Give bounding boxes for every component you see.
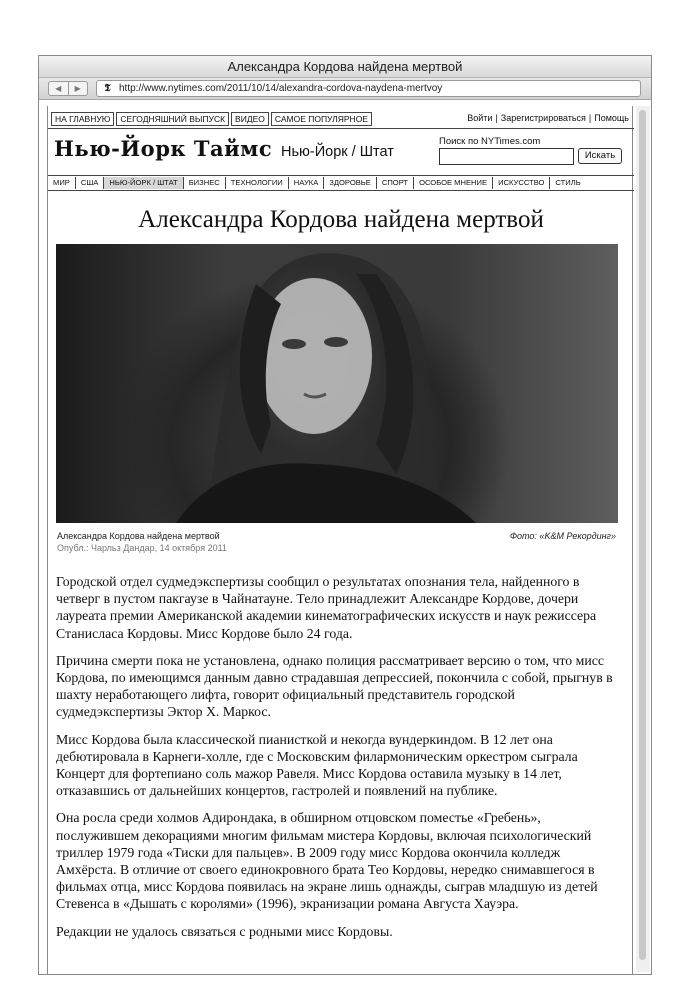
section-item-sports[interactable]: СПОРТ <box>377 177 414 189</box>
article-paragraph: Мисс Кордова была классической пианисткой и некогда вундеркиндом. В 12 лет она дебютировала в Карнеги-холле, где с Московским филармоническим оркестром сыграла Концерт для фортепиано соль мажор Равеля. Мисс Кордова оставила музыку в 14 лет, отказавшись от дальнейших концертов, гастролей и появлений на публике. <box>56 731 578 799</box>
article-paragraph: Причина смерти пока не установлена, однако полиция рассматривает версию о том, что мисс Кордова, по имеющимся данным давно страдавшая депрессией, покончила с собой, прыгнув в шахту неработающего лифта, говорит официальный представитель городской судмедэкспертизы Эктор Х. Маркос. <box>56 652 613 720</box>
divider <box>48 128 634 129</box>
url-text: http://www.nytimes.com/2011/10/14/alexandra-cordova-naydena-mertvoy <box>119 83 443 94</box>
topnav-popular[interactable]: САМОЕ ПОПУЛЯРНОЕ <box>271 112 372 126</box>
topnav-video[interactable]: ВИДЕО <box>231 112 269 126</box>
separator: | <box>588 113 592 123</box>
article-body <box>56 573 622 950</box>
login-link[interactable]: Войти <box>467 113 493 123</box>
separator: | <box>495 113 498 123</box>
search-label: Поиск по NYTimes.com <box>439 136 541 147</box>
nyt-favicon-icon: 𝕿 <box>104 83 111 94</box>
help-link[interactable]: Помощь <box>594 113 629 123</box>
section-item-technology[interactable]: ТЕХНОЛОГИИ <box>226 177 289 189</box>
section-item-science[interactable]: НАУКА <box>289 177 325 189</box>
site-logo[interactable]: Нью-Йорк Таймс <box>54 136 273 161</box>
nav-buttons <box>48 81 88 96</box>
register-link[interactable]: Зарегистрироваться <box>500 113 586 123</box>
article-byline: Опубл.: Чарльз Дандар, 14 октября 2011 <box>57 543 227 553</box>
section-item-business[interactable]: БИЗНЕС <box>184 177 226 189</box>
address-bar <box>39 78 651 100</box>
search-input[interactable] <box>439 148 574 165</box>
topnav-today[interactable]: СЕГОДНЯШНИЙ ВЫПУСК <box>116 112 229 126</box>
section-item-usa[interactable]: США <box>76 177 105 189</box>
page-content <box>47 106 633 974</box>
article-headline: Александра Кордова найдена мертвой <box>138 206 544 233</box>
forward-arrow-icon[interactable]: ▶ <box>68 82 88 95</box>
section-item-health[interactable]: ЗДОРОВЬЕ <box>324 177 377 189</box>
back-arrow-icon[interactable]: ◀ <box>55 84 62 93</box>
section-title[interactable]: Нью-Йорк / Штат <box>281 144 394 160</box>
photo-credit: Фото: «K&M Рекординг» <box>509 531 616 541</box>
section-item-opinion[interactable]: ОСОБОЕ МНЕНИЕ <box>414 177 493 189</box>
scrollbar-thumb[interactable] <box>639 110 646 960</box>
article-paragraph: Она росла среди холмов Адирондака, в обширном отцовском поместье «Гребень», послужившем декорациями многим фильмам мистера Кордовы, включая психологический триллер 1979 года «Тиски для пальцев». В 2009 году мисс Кордова окончила колледж Амхёрста. В отличие от своего единокровного брата Тео Кордовы, нередко снимавшегося в фильмах отца, мисс Кордова появилась на экране лишь однажды, сыграв младшую из детей Стевенса в «Дышать с королями» (1996), экранизации романа Августа Хауэра. <box>56 810 598 912</box>
top-nav <box>51 112 374 126</box>
article-paragraph: Городской отдел судмедэкспертизы сообщил о результатах опознания тела, найденного в четверг в пустом пакгаузе в Чайнатауне. Тело принадлежит Александре Кордове, дочери лауреата премии Американской академии кинематографических искусств и наук режиссера Станисласа Кордовы. Мисс Кордове было 24 года. <box>56 574 597 641</box>
section-nav <box>48 175 634 191</box>
article-paragraph: Редакции не удалось связаться с родными мисс Кордовы. <box>56 923 393 939</box>
article-photo <box>56 244 618 523</box>
section-item-style[interactable]: СТИЛЬ <box>555 178 581 187</box>
topnav-home[interactable]: НА ГЛАВНУЮ <box>51 112 114 126</box>
portrait-illustration <box>56 244 618 523</box>
section-item-arts[interactable]: ИСКУССТВО <box>493 177 550 189</box>
photo-caption: Александра Кордова найдена мертвой <box>57 531 220 541</box>
url-field[interactable] <box>96 80 641 97</box>
browser-window <box>38 55 652 975</box>
window-title: Александра Кордова найдена мертвой <box>39 56 651 78</box>
search-button[interactable]: Искать <box>578 148 622 164</box>
section-item-world[interactable]: МИР <box>48 177 76 189</box>
scrollbar[interactable] <box>636 106 650 972</box>
user-links <box>464 113 632 123</box>
section-item-nyregion[interactable]: НЬЮ-ЙОРК / ШТАТ <box>104 177 183 189</box>
